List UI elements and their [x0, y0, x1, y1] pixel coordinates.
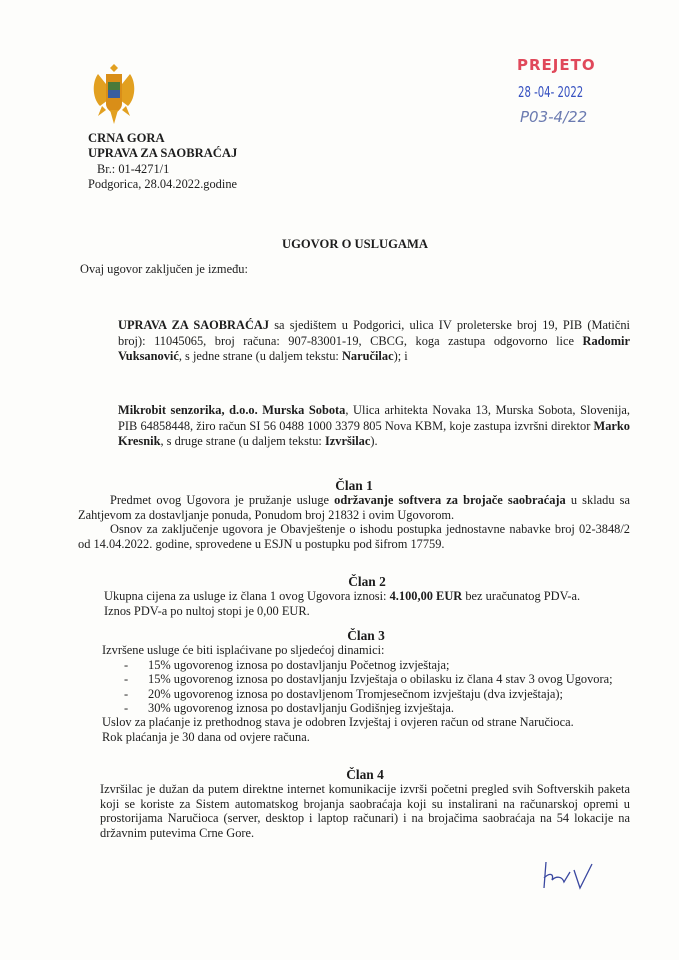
party-contracting-authority: UPRAVA ZA SAOBRAĆAJ sa sjedištem u Podgorici, ulica IV proleterske broj 19, PIB (Matični broj): 11045065, broj računa: 907-83001-19, CBCG, koga zastupa odgovorno lice Radomir Vuksanović, s jedne strane (u daljem tekstu: Naručilac); i — [118, 318, 630, 363]
article-4-paragraph-1: Izvršilac je dužan da putem direktne internet komunikacije izvrši početni pregled svih Softverskih paketa koji se koriste za Sistem automatskog brojanja saobraćaja koji su instalirani na računarskoj opremi u prostorijama Naručioca (server, desktop i laptop računari) i na brojačima saobraćaja na 54 lokacije na državnim putevima Crne Gore. — [100, 782, 630, 840]
document-number: Br.: 01-4271/1 — [97, 162, 170, 176]
intro-text: Ovaj ugovor zaključen je između: — [80, 262, 248, 276]
received-stamp-label: PREJETO — [517, 56, 596, 74]
list-item: - 30% ugovorenog iznosa po dostavljanju Godišnjeg izvještaja. — [124, 701, 454, 716]
list-item: - 15% ugovorenog iznosa po dostavljanju Početnog izvještaja; — [124, 657, 450, 672]
article-4 — [100, 768, 630, 840]
coat-of-arms-icon — [90, 60, 138, 128]
header-country: CRNA GORA — [88, 131, 165, 145]
article-2-paragraph-2: Iznos PDV-a po nultoj stopi je 0,00 EUR. — [104, 603, 310, 618]
article-1 — [78, 479, 630, 551]
article-1-paragraph-1: Predmet ovog Ugovora je pružanje usluge održavanje softvera za brojače saobraćaja u skladu sa Zahtjevom za dostavljanje ponuda, Ponudom broj 21832 i ovim Ugovorom. — [78, 493, 630, 522]
payment-schedule-list — [124, 657, 630, 716]
article-3-heading: Član 3 — [347, 628, 385, 643]
article-2-heading: Član 2 — [348, 574, 386, 589]
article-1-heading: Član 1 — [335, 478, 373, 493]
list-item: - 15% ugovorenog iznosa po dostavljanju Izvještaja o obilasku iz člana 4 stav 3 ovog Ugovora; — [124, 672, 613, 687]
handwritten-reference: P03-4/22 — [520, 108, 588, 126]
article-1-paragraph-2: Osnov za zaključenje ugovora je Obavještenje o ishodu postupka jednostavne nabavke broj 02-3848/2 od 14.04.2022. godine, sprovedene u ESJN u postupku pod šifrom 17759. — [78, 522, 630, 551]
list-item: - 20% ugovorenog iznosa po dostavljenom Tromjesečnom izvještaju (dva izvještaja); — [124, 686, 564, 701]
article-3 — [102, 629, 630, 744]
document-title: UGOVOR O USLUGAMA — [282, 237, 428, 251]
received-stamp-date: 28 -04- 2022 — [518, 83, 584, 101]
article-2-paragraph-1: Ukupna cijena za usluge iz člana 1 ovog Ugovora iznosi: 4.100,00 EUR bez uračunatog PDV-a. — [104, 589, 581, 604]
signature-initials-icon — [540, 858, 600, 894]
article-3-paragraph-2: Uslov za plaćanje iz prethodnog stava je odobren Izvještaj i ovjeren račun od strane Naručioca. — [102, 715, 574, 730]
article-3-intro: Izvršene usluge će biti isplaćivane po sljedećoj dinamici: — [102, 643, 385, 658]
article-3-paragraph-3: Rok plaćanja je 30 dana od ovjere računa. — [102, 729, 310, 744]
article-4-heading: Član 4 — [346, 767, 384, 782]
header-agency: UPRAVA ZA SAOBRAĆAJ — [88, 146, 238, 160]
place-date: Podgorica, 28.04.2022.godine — [88, 177, 238, 191]
article-2 — [104, 575, 630, 618]
party-contractor: Mikrobit senzorika, d.o.o. Murska Sobota, Ulica arhitekta Novaka 13, Murska Sobota, Slovenija, PIB 64858448, žiro račun SI 56 0488 1000 3379 805 Nova KBM, koje zastupa izvršni direktor Marko Kresnik, s druge strane (u daljem tekstu: Izvršilac). — [118, 403, 630, 448]
